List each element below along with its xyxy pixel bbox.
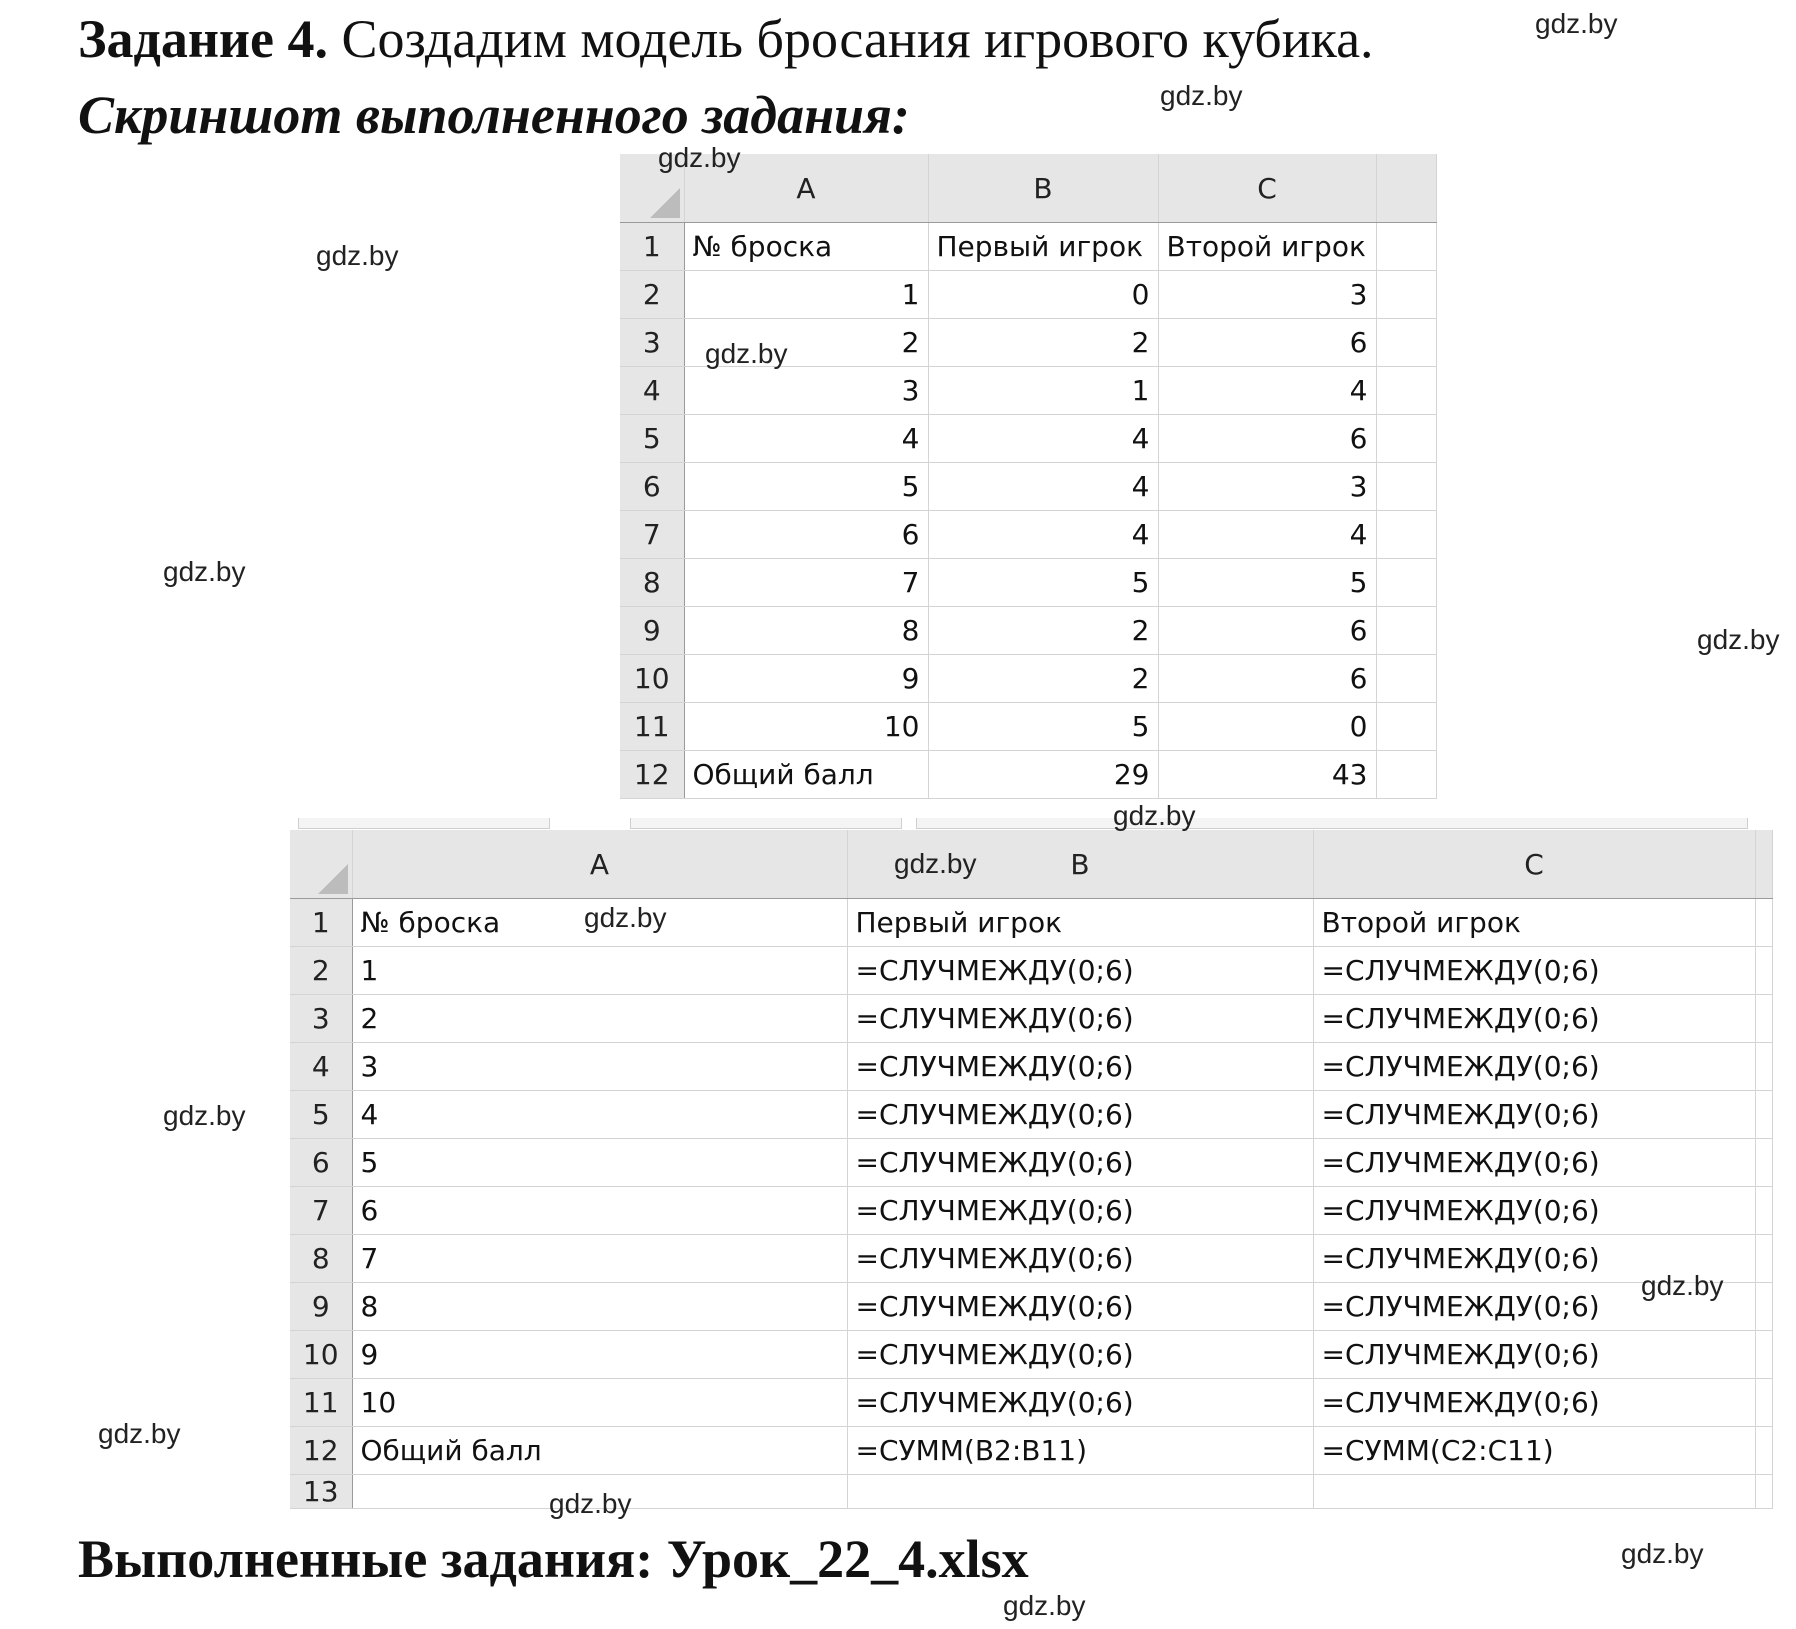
cell-c[interactable]: 6 [1158,655,1376,703]
cell-b[interactable]: 4 [928,415,1158,463]
column-header-a[interactable]: A [684,154,928,223]
cell-d-partial[interactable] [1376,559,1436,607]
cell-c[interactable]: 0 [1158,703,1376,751]
cell-a[interactable]: 5 [352,1139,847,1187]
task-heading [78,8,1374,70]
row-header[interactable]: 4 [620,367,684,415]
cell-a[interactable]: 8 [684,607,928,655]
row-header[interactable]: 3 [620,319,684,367]
cell-c[interactable]: 6 [1158,607,1376,655]
column-header-b[interactable]: B [928,154,1158,223]
cell-b[interactable]: =СЛУЧМЕЖДУ(0;6) [847,1091,1313,1139]
cell-c[interactable]: =СЛУЧМЕЖДУ(0;6) [1313,995,1755,1043]
column-header-d-partial[interactable] [1376,154,1436,223]
cell-b[interactable]: =СЛУЧМЕЖДУ(0;6) [847,1187,1313,1235]
select-all-corner[interactable] [290,830,352,899]
watermark: gdz.by [1113,800,1196,831]
cell-d-partial[interactable] [1376,463,1436,511]
cell-d-partial[interactable] [1755,1091,1772,1139]
row-header[interactable]: 1 [290,899,352,947]
cell-c[interactable]: 3 [1158,463,1376,511]
table-row [290,947,1772,995]
table-row [620,367,1436,415]
cell-b[interactable]: 5 [928,559,1158,607]
cell-c[interactable]: =СУММ(C2:C11) [1313,1427,1755,1475]
cell-d-partial[interactable] [1376,607,1436,655]
cell-b[interactable]: 0 [928,271,1158,319]
watermark: gdz.by [1697,624,1780,655]
cell-d-partial[interactable] [1755,1283,1772,1331]
cell-d-partial[interactable] [1755,1187,1772,1235]
row-header[interactable]: 3 [290,995,352,1043]
cell-d-partial[interactable] [1755,947,1772,995]
cell-a[interactable]: 10 [684,703,928,751]
cell-d-partial[interactable] [1755,1379,1772,1427]
cell-c[interactable]: =СЛУЧМЕЖДУ(0;6) [1313,1235,1755,1283]
column-header-b[interactable]: B [847,830,1313,899]
table-row [290,995,1772,1043]
cell-b[interactable]: =СЛУЧМЕЖДУ(0;6) [847,1379,1313,1427]
cell-d-partial[interactable] [1376,319,1436,367]
cell-c[interactable]: Второй игрок [1313,899,1755,947]
cell-a[interactable]: 9 [684,655,928,703]
watermark: gdz.by [163,1100,246,1131]
table-row [620,751,1436,799]
row-header[interactable]: 1 [620,223,684,271]
table-row [620,271,1436,319]
cell-c[interactable]: 6 [1158,319,1376,367]
cell-c[interactable]: =СЛУЧМЕЖДУ(0;6) [1313,1283,1755,1331]
table-row [290,1091,1772,1139]
row-header[interactable]: 6 [620,463,684,511]
row-header[interactable]: 7 [290,1187,352,1235]
cell-c[interactable]: =СЛУЧМЕЖДУ(0;6) [1313,947,1755,995]
task-text: Создадим модель бросания игрового кубика. [328,9,1374,69]
cell-b[interactable]: =СЛУЧМЕЖДУ(0;6) [847,1043,1313,1091]
watermark: gdz.by [705,338,788,369]
column-header-row [290,830,1772,899]
cell-d-partial[interactable] [1376,223,1436,271]
cell-b[interactable]: =СЛУЧМЕЖДУ(0;6) [847,995,1313,1043]
cell-b[interactable]: =СУММ(B2:B11) [847,1427,1313,1475]
watermark: gdz.by [549,1488,632,1519]
watermark: gdz.by [584,902,667,933]
table-row [620,607,1436,655]
cell-a[interactable]: 1 [684,271,928,319]
cell-d-partial[interactable] [1376,367,1436,415]
watermark: gdz.by [658,142,741,173]
table-row [290,1283,1772,1331]
row-header[interactable]: 2 [290,947,352,995]
cell-d-partial[interactable] [1376,655,1436,703]
cell-d-partial[interactable] [1376,415,1436,463]
cell-a[interactable]: 10 [352,1379,847,1427]
cell-c[interactable]: 3 [1158,271,1376,319]
task-label: Задание 4. [78,9,329,69]
separator-tab [298,818,550,829]
cell-b[interactable]: 29 [928,751,1158,799]
table-row [620,223,1436,271]
cell-a[interactable]: 6 [352,1187,847,1235]
cell-b[interactable]: =СЛУЧМЕЖДУ(0;6) [847,1283,1313,1331]
table-row [290,1187,1772,1235]
cell-c[interactable] [1313,1475,1755,1509]
cell-d-partial[interactable] [1755,899,1772,947]
table-row [290,1139,1772,1187]
cell-a[interactable]: 5 [684,463,928,511]
watermark: gdz.by [98,1418,181,1449]
watermark: gdz.by [1160,80,1243,111]
cell-b[interactable]: =СЛУЧМЕЖДУ(0;6) [847,1331,1313,1379]
cell-d-partial[interactable] [1376,271,1436,319]
column-header-a[interactable]: A [352,830,847,899]
cell-c[interactable]: =СЛУЧМЕЖДУ(0;6) [1313,1187,1755,1235]
cell-d-partial[interactable] [1755,1139,1772,1187]
table-row [620,463,1436,511]
row-header[interactable]: 5 [290,1091,352,1139]
table-row [290,1475,1772,1509]
spreadsheet-formulas [290,830,1773,1509]
watermark: gdz.by [1003,1590,1086,1621]
column-header-c[interactable]: C [1313,830,1755,899]
cell-d-partial[interactable] [1755,1235,1772,1283]
cell-c[interactable]: 5 [1158,559,1376,607]
watermark: gdz.by [163,556,246,587]
cell-c[interactable]: =СЛУЧМЕЖДУ(0;6) [1313,1379,1755,1427]
watermark: gdz.by [1641,1270,1724,1301]
cell-a[interactable]: 6 [684,511,928,559]
cell-d-partial[interactable] [1376,703,1436,751]
spreadsheet-values [620,154,1437,799]
cell-b[interactable]: 2 [928,319,1158,367]
cell-a[interactable]: 9 [352,1331,847,1379]
cell-a[interactable]: 2 [352,995,847,1043]
table-row [290,1427,1772,1475]
cell-c[interactable]: =СЛУЧМЕЖДУ(0;6) [1313,1331,1755,1379]
row-header[interactable]: 9 [620,607,684,655]
column-header-d-partial[interactable] [1755,830,1772,899]
cell-c[interactable]: 43 [1158,751,1376,799]
column-header-row [620,154,1436,223]
cell-a[interactable]: 8 [352,1283,847,1331]
column-header-c[interactable]: C [1158,154,1376,223]
cell-a[interactable]: № броска [352,899,847,947]
watermark: gdz.by [1621,1538,1704,1569]
table-row [290,899,1772,947]
cell-b[interactable]: 2 [928,655,1158,703]
cell-b[interactable]: =СЛУЧМЕЖДУ(0;6) [847,947,1313,995]
screenshot-heading: Скриншот выполненного задания: [78,85,910,145]
cell-b[interactable]: 1 [928,367,1158,415]
row-header[interactable]: 8 [620,559,684,607]
row-header[interactable]: 13 [290,1475,352,1509]
cell-c[interactable]: =СЛУЧМЕЖДУ(0;6) [1313,1091,1755,1139]
row-header[interactable]: 4 [290,1043,352,1091]
table-row [620,703,1436,751]
cell-b[interactable]: =СЛУЧМЕЖДУ(0;6) [847,1139,1313,1187]
cell-a[interactable]: 2 [684,319,928,367]
separator-tab [916,818,1748,829]
cell-d-partial[interactable] [1755,1331,1772,1379]
sheet-separator-tabs [290,818,1760,830]
table-row [290,1043,1772,1091]
table-row [620,655,1436,703]
table-row [620,559,1436,607]
cell-d-partial[interactable] [1755,1427,1772,1475]
cell-d-partial[interactable] [1755,1043,1772,1091]
table-row [290,1235,1772,1283]
cell-a[interactable]: 3 [684,367,928,415]
cell-a[interactable]: Общий балл [352,1427,847,1475]
cell-c[interactable]: 4 [1158,511,1376,559]
cell-d-partial[interactable] [1755,995,1772,1043]
row-header[interactable]: 10 [620,655,684,703]
cell-c[interactable]: Второй игрок [1158,223,1376,271]
cell-b[interactable]: 2 [928,607,1158,655]
cell-a[interactable]: Общий балл [684,751,928,799]
watermark: gdz.by [894,848,977,879]
table-row [620,511,1436,559]
completed-tasks-heading: Выполненные задания: Урок_22_4.xlsx [78,1529,1029,1589]
row-header[interactable]: 8 [290,1235,352,1283]
cell-a[interactable]: 4 [352,1091,847,1139]
cell-b[interactable]: 5 [928,703,1158,751]
cell-c[interactable]: =СЛУЧМЕЖДУ(0;6) [1313,1139,1755,1187]
cell-d-partial[interactable] [1376,511,1436,559]
row-header[interactable]: 10 [290,1331,352,1379]
cell-b[interactable]: 4 [928,511,1158,559]
cell-c[interactable]: =СЛУЧМЕЖДУ(0;6) [1313,1043,1755,1091]
cell-a[interactable]: 1 [352,947,847,995]
cell-d-partial[interactable] [1376,751,1436,799]
cell-b[interactable]: Первый игрок [847,899,1313,947]
table-row [620,415,1436,463]
row-header[interactable]: 11 [620,703,684,751]
row-header[interactable]: 12 [620,751,684,799]
cell-d-partial[interactable] [1755,1475,1772,1509]
watermark: gdz.by [1535,8,1618,39]
table-row [290,1379,1772,1427]
cell-a[interactable]: № броска [684,223,928,271]
cell-a[interactable]: 7 [352,1235,847,1283]
row-header[interactable]: 12 [290,1427,352,1475]
cell-c[interactable]: 4 [1158,367,1376,415]
table-row [290,1331,1772,1379]
separator-tab [630,818,902,829]
cell-c[interactable]: 6 [1158,415,1376,463]
row-header[interactable]: 5 [620,415,684,463]
row-header[interactable]: 7 [620,511,684,559]
cell-a[interactable]: 7 [684,559,928,607]
cell-a[interactable]: 4 [684,415,928,463]
cell-b[interactable] [847,1475,1313,1509]
watermark: gdz.by [316,240,399,271]
row-header[interactable]: 9 [290,1283,352,1331]
row-header[interactable]: 2 [620,271,684,319]
cell-b[interactable]: 4 [928,463,1158,511]
cell-a[interactable]: 3 [352,1043,847,1091]
row-header[interactable]: 11 [290,1379,352,1427]
row-header[interactable]: 6 [290,1139,352,1187]
cell-b[interactable]: Первый игрок [928,223,1158,271]
cell-b[interactable]: =СЛУЧМЕЖДУ(0;6) [847,1235,1313,1283]
